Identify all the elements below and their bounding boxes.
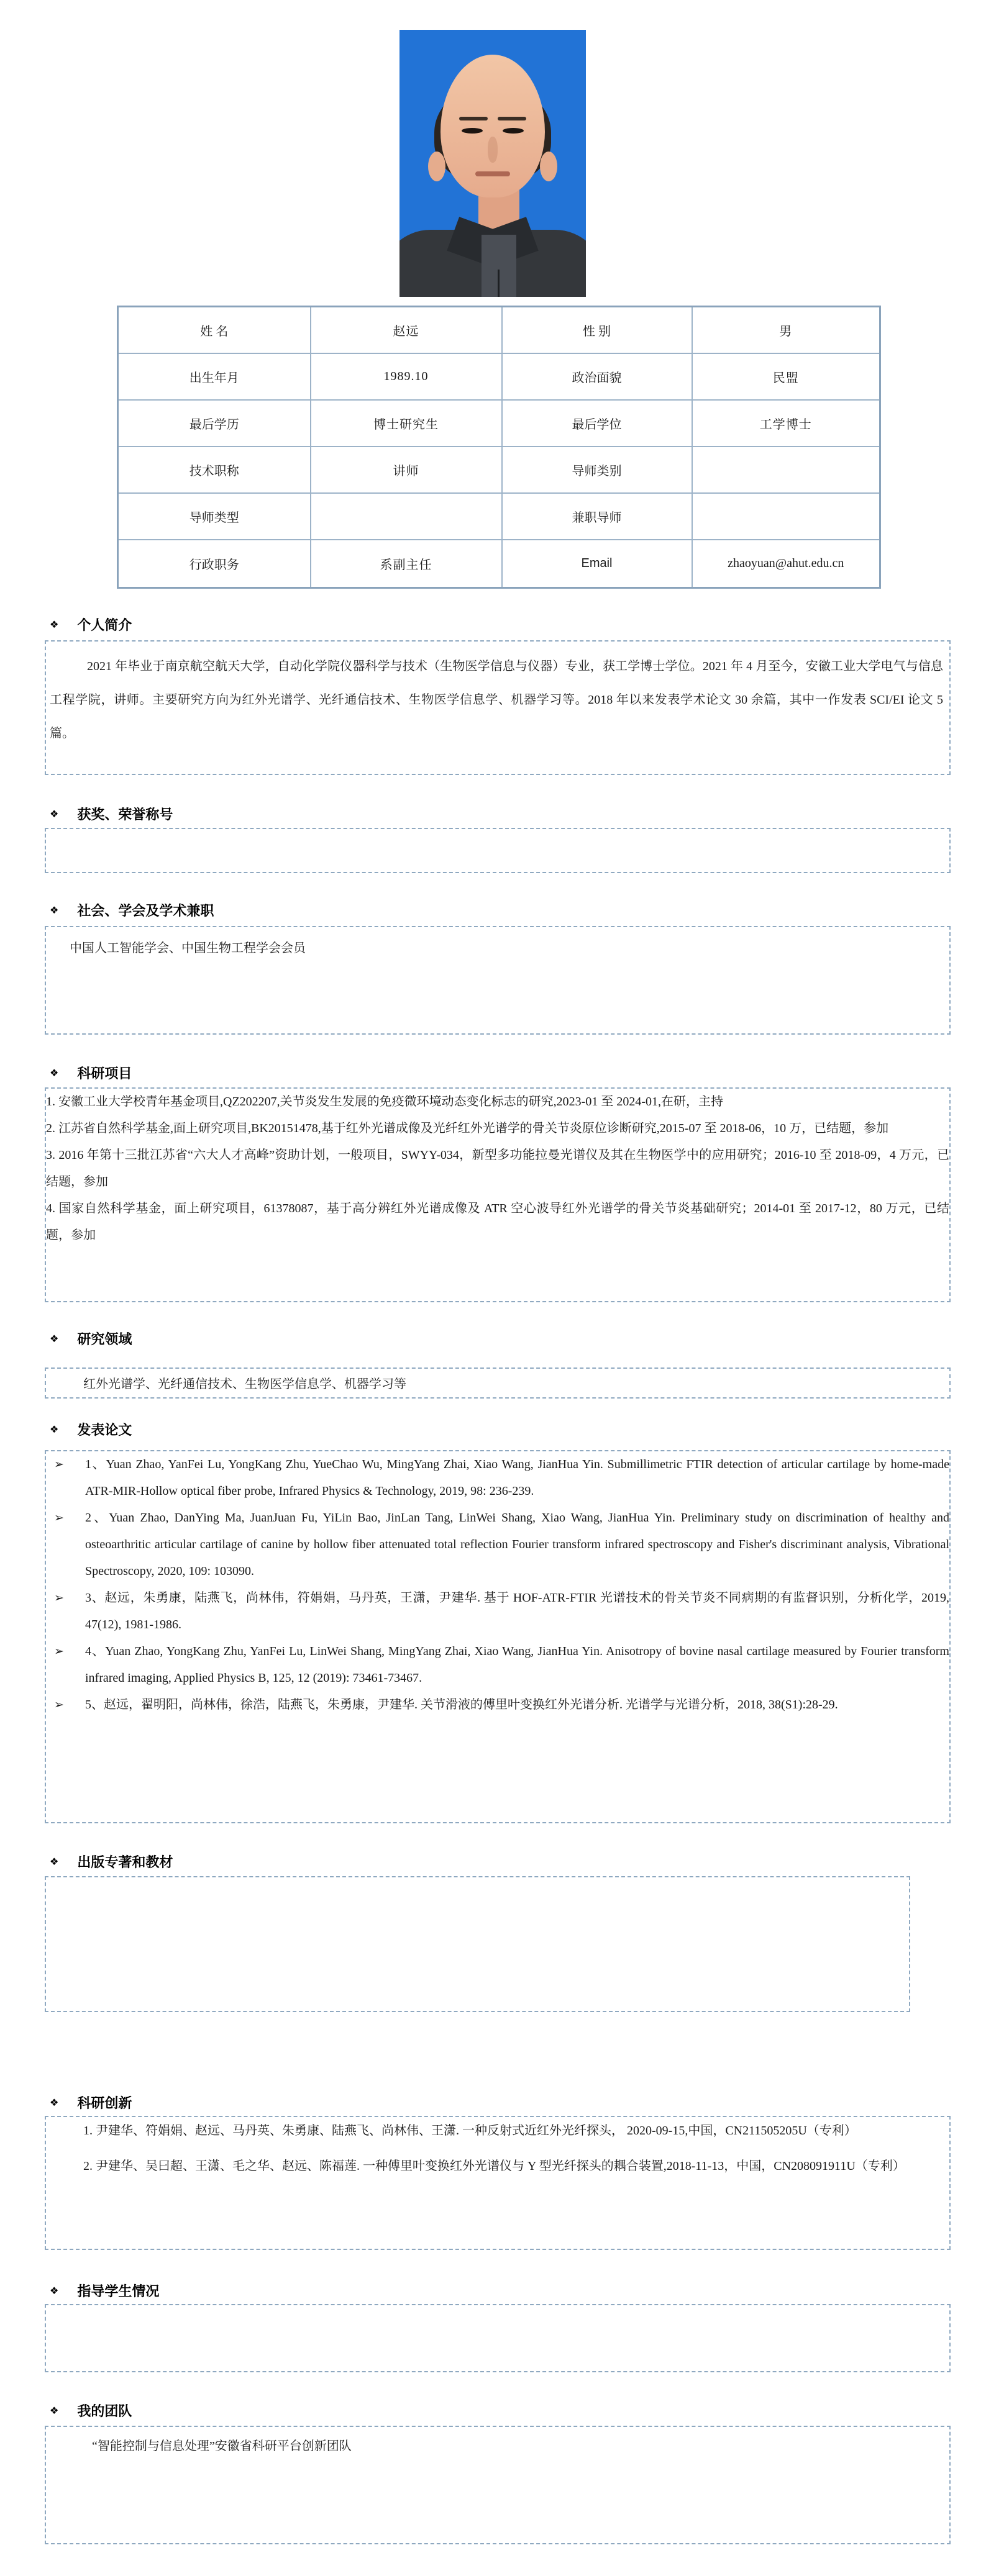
photo-eyebrow-left bbox=[459, 117, 488, 120]
publication-item bbox=[46, 1585, 949, 1638]
publication-text: 2、Yuan Zhao, DanYing Ma, JuanJuan Fu, YiLin Bao, JinLan Tang, LinWei Shang, Xiao Wang, JianHua Yin. Preliminary study on discrimination of healthy and osteoarthritic articular cartilage of canine by hollow fiber attenuated total reflection Fourier transform infrared spectroscopy and Fisher's discriminant analysis, Vibrational Spectroscopy, 2020, 109: 103090. bbox=[85, 1511, 949, 1578]
research-areas-content-box bbox=[45, 1367, 951, 1399]
diamond-bullet-icon: ❖ bbox=[50, 809, 59, 820]
project-item: 1. 安徽工业大学校青年基金项目,QZ202207,关节炎发生发展的免疫微环境动态变化标志的研究,2023-01 至 2024-01,在研，主持 bbox=[46, 1095, 723, 1109]
arrow-bullet-icon: ➢ bbox=[54, 1592, 64, 1605]
publication-text: 5、赵远，翟明阳，尚林伟，徐浩，陆燕飞，朱勇康，尹建华. 关节滑液的傅里叶变换红外光谱分析. 光谱学与光谱分析，2018, 38(S1):28-29. bbox=[85, 1698, 838, 1712]
photo-eyebrow-right bbox=[498, 117, 526, 120]
section-header-awards bbox=[50, 804, 173, 823]
photo-mouth bbox=[475, 171, 510, 176]
innovation-content-box bbox=[45, 2116, 951, 2250]
birth-value: 1989.10 bbox=[311, 353, 502, 400]
awards-text bbox=[46, 829, 949, 839]
birth-label: 出生年月 bbox=[118, 353, 311, 400]
table-row bbox=[118, 353, 880, 400]
adjunct-supervisor-label: 兼职导师 bbox=[502, 493, 692, 540]
degree-label: 最后学位 bbox=[502, 400, 692, 447]
email-label: Email bbox=[502, 540, 692, 588]
degree-value: 工学博士 bbox=[692, 400, 880, 447]
diamond-bullet-icon: ❖ bbox=[50, 2285, 59, 2297]
publications-content-box bbox=[45, 1450, 951, 1823]
table-row bbox=[118, 307, 880, 353]
photo-ear-left bbox=[428, 152, 445, 181]
portrait-photo bbox=[399, 30, 586, 297]
section-header-projects bbox=[50, 1063, 132, 1082]
gender-label: 性 别 bbox=[502, 307, 692, 353]
publications-list bbox=[46, 1451, 949, 1718]
section-header-research-areas bbox=[50, 1329, 132, 1348]
section-header-innovation bbox=[50, 2093, 132, 2112]
publication-text: 1、Yuan Zhao, YanFei Lu, YongKang Zhu, YueChao Wu, MingYang Zhai, Xiao Wang, JianHua Yin. Submillimetric FTIR detection of articular cartilage by home-made ATR-MIR-Hollow optical fiber probe, Infrared Physics & Technology, 2019, 98: 236-239. bbox=[85, 1458, 949, 1498]
profile-content-box bbox=[45, 640, 951, 775]
diamond-bullet-icon: ❖ bbox=[50, 1333, 59, 1345]
email-value: zhaoyuan@ahut.edu.cn bbox=[692, 540, 880, 588]
adjunct-supervisor-value bbox=[692, 493, 880, 540]
project-item: 3. 2016 年第十三批江苏省“六大人才高峰”资助计划，一般项目，SWYY-034，新型多功能拉曼光谱仪及其在生物医学中的应用研究；2016-10 至 2018-09，4 万元，已结题，参加 bbox=[46, 1148, 949, 1189]
students-text bbox=[46, 2305, 949, 2315]
publication-item bbox=[46, 1451, 949, 1505]
supervisor-type-label: 导师类型 bbox=[118, 493, 311, 540]
project-item: 4. 国家自然科学基金，面上研究项目，61378087，基于高分辨红外光谱成像及 ATR 空心波导红外光谱学的骨关节炎基础研究；2014-01 至 2017-12，80 万元，已结题，参加 bbox=[46, 1202, 949, 1242]
diamond-bullet-icon: ❖ bbox=[50, 1068, 59, 1079]
section-header-publications bbox=[50, 1420, 132, 1439]
title-value: 讲师 bbox=[311, 447, 502, 493]
team-content-box bbox=[45, 2426, 951, 2544]
section-title: 获奖、荣誉称号 bbox=[77, 807, 173, 822]
arrow-bullet-icon: ➢ bbox=[54, 1512, 64, 1525]
arrow-bullet-icon: ➢ bbox=[54, 1698, 64, 1712]
name-value: 赵远 bbox=[311, 307, 502, 353]
diamond-bullet-icon: ❖ bbox=[50, 2097, 59, 2108]
diamond-bullet-icon: ❖ bbox=[50, 1424, 59, 1435]
patent-item: 1. 尹建华、符娟娟、赵远、马丹英、朱勇康、陆燕飞、尚林伟、王潇. 一种反射式近红外光纤探头， 2020-09-15,中国，CN211505205U（专利） bbox=[83, 2124, 857, 2138]
section-title: 个人简介 bbox=[77, 617, 132, 633]
photo-eye-right bbox=[503, 128, 524, 134]
photo-ear-right bbox=[540, 152, 557, 181]
basic-info-table bbox=[117, 306, 881, 589]
diamond-bullet-icon: ❖ bbox=[50, 1856, 59, 1867]
books-text bbox=[46, 1877, 909, 1887]
publication-text: 3、赵远，朱勇康，陆燕飞，尚林伟，符娟娟，马丹英，王潇，尹建华. 基于 HOF-ATR-FTIR 光谱技术的骨关节炎不同病期的有监督识别，分析化学，2019, 47(12), 1981-1986. bbox=[85, 1591, 949, 1631]
section-title: 我的团队 bbox=[77, 2403, 132, 2419]
section-header-books bbox=[50, 1852, 173, 1871]
books-content-box bbox=[45, 1876, 910, 2012]
profile-text: 2021 年毕业于南京航空航天大学，自动化学院仪器科学与技术（生物医学信息与仪器）专业，获工学博士学位。2021 年 4 月至今，安徽工业大学电气与信息工程学院，讲师。主要研究方向为红外光谱学、光纤通信技术、生物医学信息学、机器学习等。2018 年以来发表学术论文 30 余篇，其中一作发表 SCI/EI 论文 5 篇。 bbox=[50, 660, 943, 740]
education-value: 博士研究生 bbox=[311, 400, 502, 447]
table-row bbox=[118, 540, 880, 588]
section-title: 社会、学会及学术兼职 bbox=[77, 903, 214, 918]
table-row bbox=[118, 400, 880, 447]
team-text: “智能控制与信息处理”安徽省科研平台创新团队 bbox=[92, 2439, 352, 2453]
supervisor-type-value bbox=[311, 493, 502, 540]
projects-content-box bbox=[45, 1087, 951, 1302]
supervisor-category-value bbox=[692, 447, 880, 493]
admin-post-label: 行政职务 bbox=[118, 540, 311, 588]
projects-list bbox=[46, 1089, 949, 1249]
diamond-bullet-icon: ❖ bbox=[50, 2405, 59, 2416]
patent-item: 2. 尹建华、吴曰超、王潇、毛之华、赵远、陈福莲. 一种傅里叶变换红外光谱仪与 Y 型光纤探头的耦合装置,2018-11-13，中国，CN208091911U（专利） bbox=[83, 2159, 905, 2173]
photo-face bbox=[441, 55, 545, 197]
section-title: 发表论文 bbox=[77, 1422, 132, 1438]
section-title: 科研创新 bbox=[77, 2095, 132, 2111]
section-header-profile bbox=[50, 615, 132, 634]
section-title: 指导学生情况 bbox=[77, 2283, 160, 2299]
supervisor-category-label: 导师类别 bbox=[502, 447, 692, 493]
photo-eye-left bbox=[462, 128, 483, 134]
diamond-bullet-icon: ❖ bbox=[50, 905, 59, 916]
memberships-text: 中国人工智能学会、中国生物工程学会会员 bbox=[70, 941, 306, 955]
research-areas-text: 红外光谱学、光纤通信技术、生物医学信息学、机器学习等 bbox=[83, 1377, 406, 1391]
arrow-bullet-icon: ➢ bbox=[54, 1645, 64, 1658]
table-row bbox=[118, 493, 880, 540]
section-title: 出版专著和教材 bbox=[77, 1854, 173, 1870]
photo-nose bbox=[488, 137, 498, 163]
publication-item bbox=[46, 1692, 949, 1718]
memberships-content-box bbox=[45, 926, 951, 1035]
publication-text: 4、Yuan Zhao, YongKang Zhu, YanFei Lu, LinWei Shang, MingYang Zhai, Xiao Wang, JianHua Yin. Anisotropy of bovine nasal cartilage measured by Fourier transform infrared imaging, Applied Physics B, 125, 12 (2019): 73461-73467. bbox=[85, 1644, 949, 1685]
arrow-bullet-icon: ➢ bbox=[54, 1458, 64, 1471]
section-header-team bbox=[50, 2401, 132, 2420]
publication-item bbox=[46, 1638, 949, 1692]
photo-zipper bbox=[498, 270, 500, 297]
project-item: 2. 江苏省自然科学基金,面上研究项目,BK20151478,基于红外光谱成像及光纤红外光谱学的骨关节炎原位诊断研究,2015-07 至 2018-06，10 万，已结题，参加 bbox=[46, 1122, 889, 1135]
table-row bbox=[118, 447, 880, 493]
diamond-bullet-icon: ❖ bbox=[50, 619, 59, 630]
innovation-list bbox=[46, 2117, 949, 2180]
publication-item bbox=[46, 1505, 949, 1585]
admin-post-value: 系副主任 bbox=[311, 540, 502, 588]
section-title: 科研项目 bbox=[77, 1066, 132, 1081]
education-label: 最后学历 bbox=[118, 400, 311, 447]
section-title: 研究领域 bbox=[77, 1331, 132, 1347]
awards-content-box bbox=[45, 828, 951, 873]
section-header-memberships bbox=[50, 900, 214, 920]
section-header-students bbox=[50, 2281, 159, 2300]
name-label: 姓 名 bbox=[118, 307, 311, 353]
title-label: 技术职称 bbox=[118, 447, 311, 493]
political-value: 民盟 bbox=[692, 353, 880, 400]
gender-value: 男 bbox=[692, 307, 880, 353]
students-content-box bbox=[45, 2304, 951, 2372]
political-label: 政治面貌 bbox=[502, 353, 692, 400]
